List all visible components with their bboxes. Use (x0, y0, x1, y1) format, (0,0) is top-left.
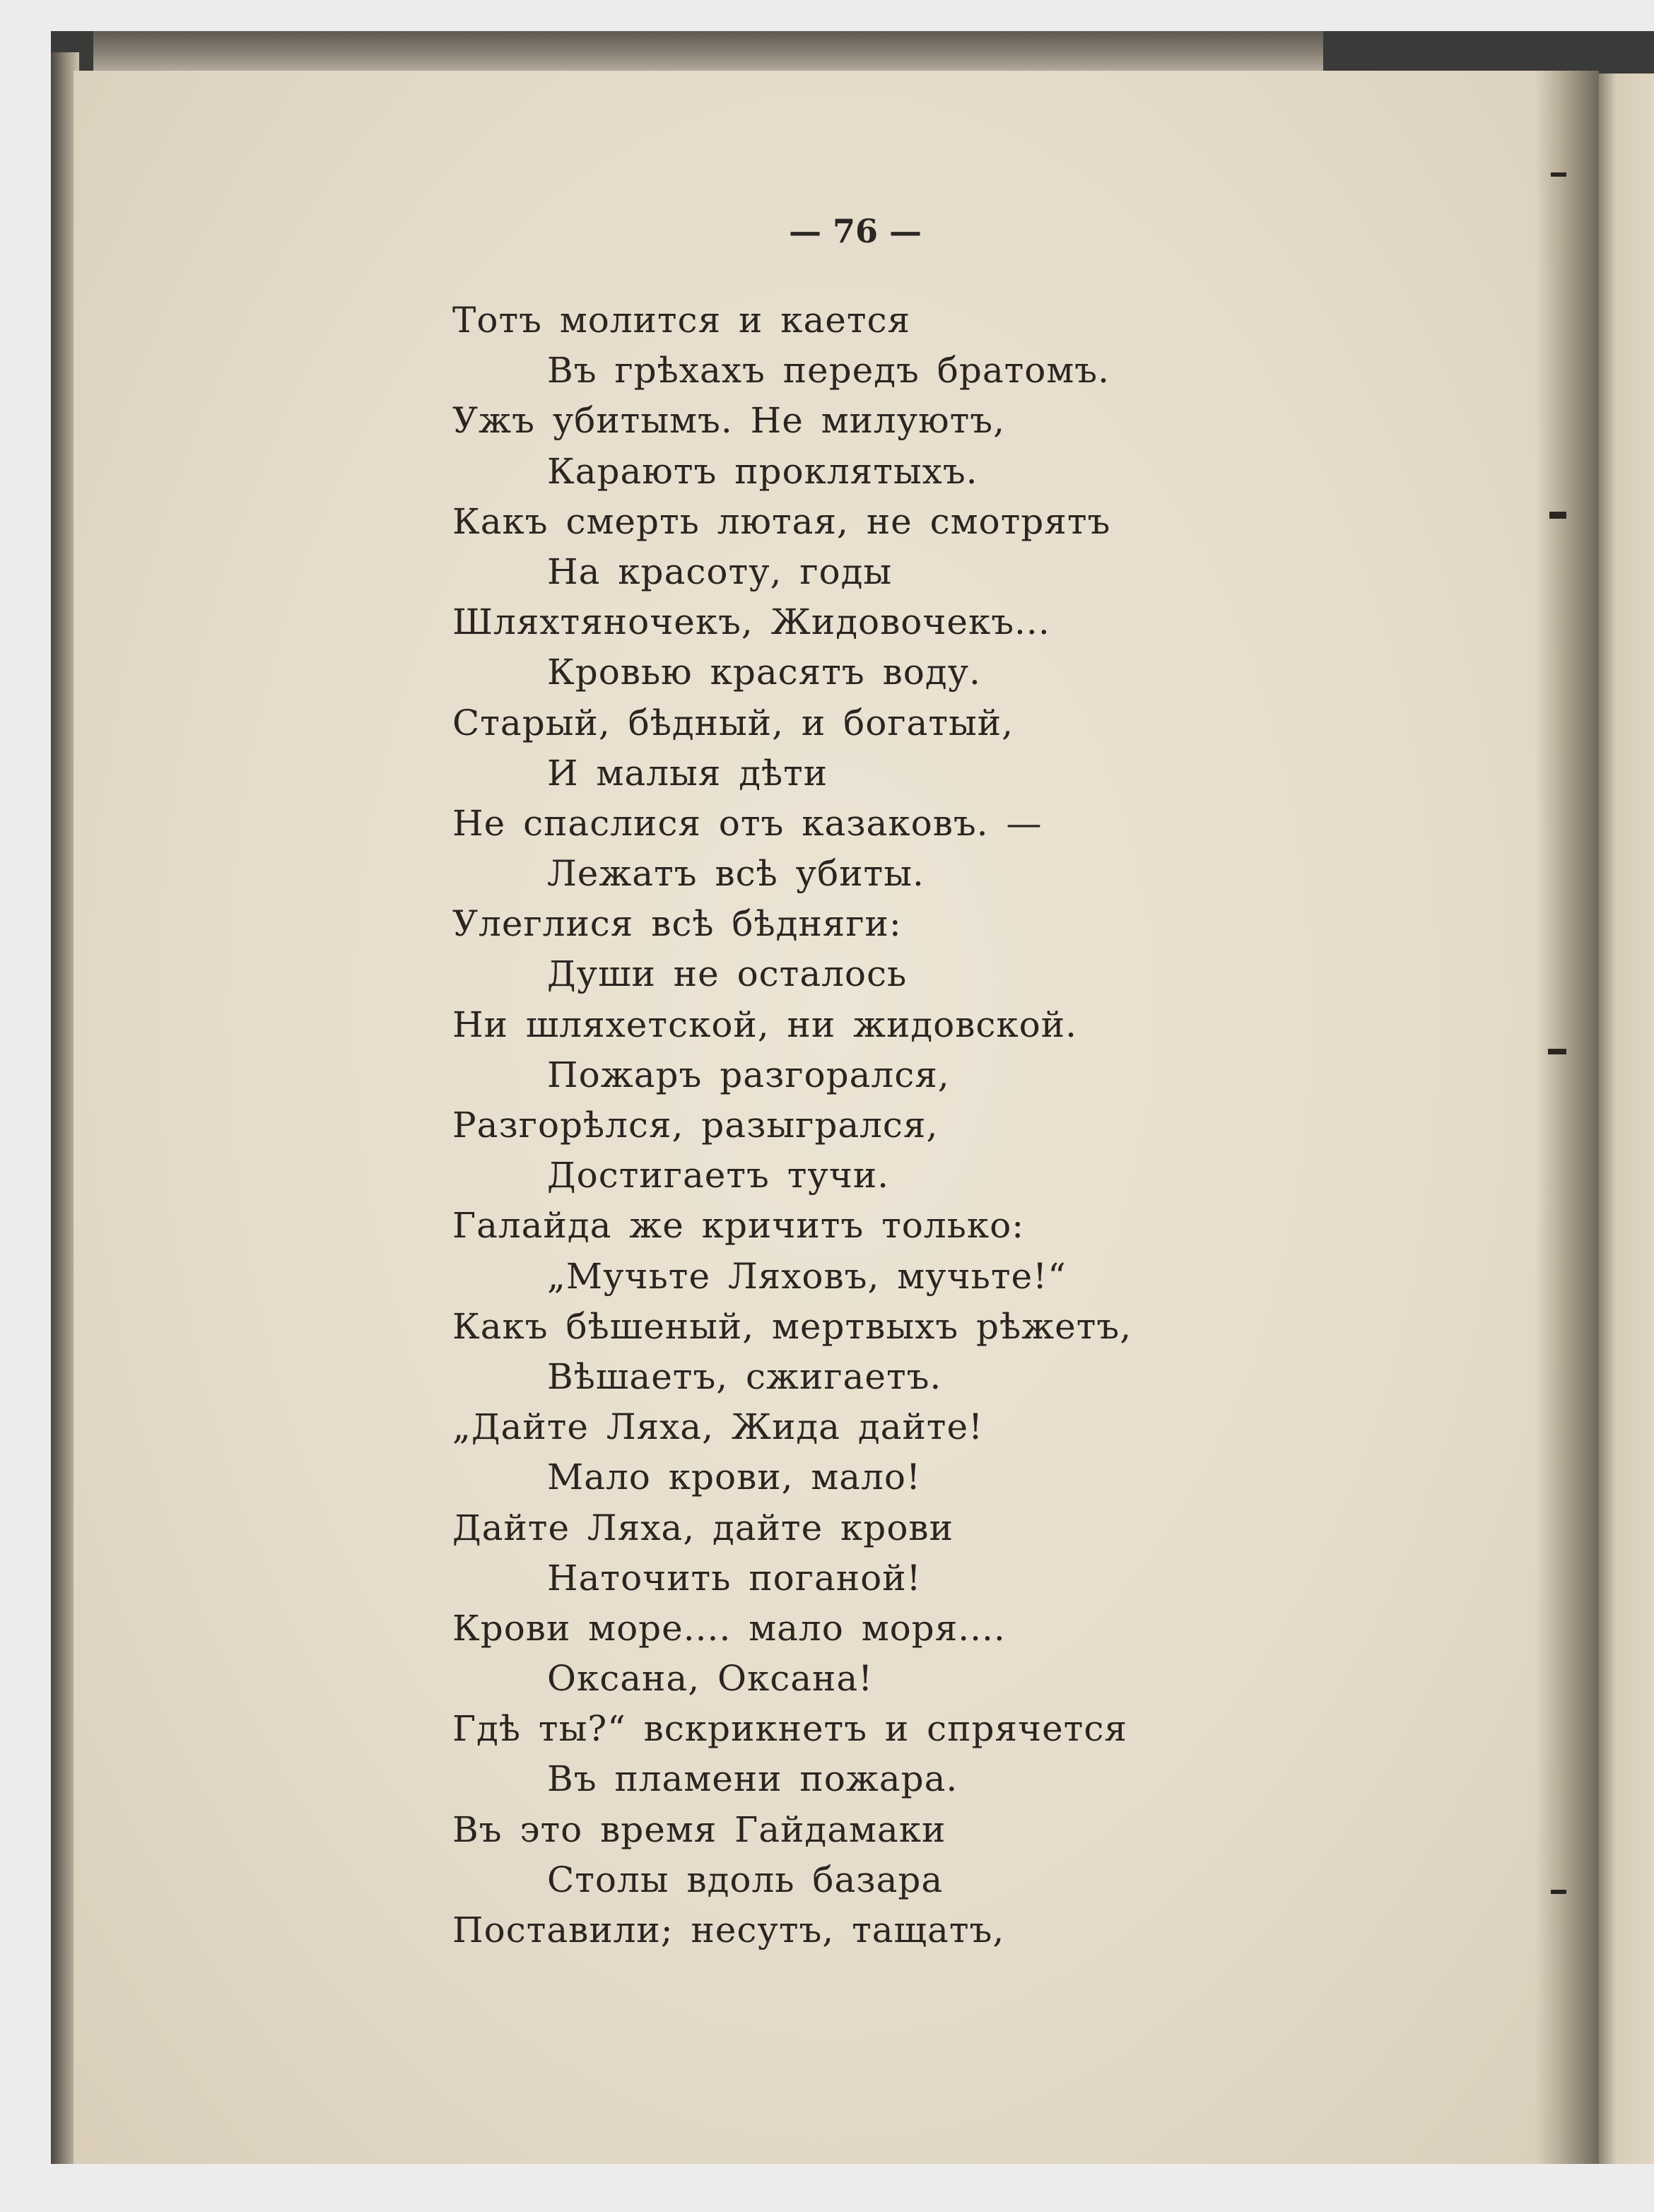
verse-line: Лежатъ всѣ убиты. (547, 853, 925, 895)
verse-line: Вѣшаетъ, сжигаетъ. (547, 1355, 942, 1397)
verse-line: Души не осталось (547, 953, 908, 995)
verse-line: И малыя дѣти (547, 752, 828, 794)
next-page-edge (1599, 73, 1654, 2164)
verse-line: Гдѣ ты?“ вскрикнетъ и спрячется (452, 1708, 1127, 1750)
verse-line: Пожаръ разгорался, (547, 1054, 950, 1095)
verse-line: Ни шляхетской, ни жидовской. (452, 1004, 1078, 1045)
verse-line: Дайте Ляха, дайте крови (452, 1507, 954, 1548)
stitch-mark (1551, 172, 1566, 177)
verse-line: „Дайте Ляха, Жида дайте! (452, 1406, 984, 1448)
verse-line: Тотъ молится и кается (452, 300, 911, 341)
stitch-mark (1549, 512, 1566, 519)
page-number: — 76 — (788, 212, 922, 250)
verse-line: Оксана, Оксана! (547, 1658, 874, 1700)
verse-line: Галайда же кричитъ только: (452, 1205, 1025, 1247)
verse-line: Крови море.... мало моря.... (452, 1607, 1006, 1649)
verse-line: Караютъ проклятыхъ. (547, 450, 978, 492)
verse-line: Улеглися всѣ бѣдняги: (452, 903, 902, 945)
poem-text (452, 295, 1301, 1955)
verse-line: Какъ бѣшеный, мертвыхъ рѣжетъ, (452, 1305, 1132, 1347)
verse-line: Въ грѣхахъ передъ братомъ. (547, 350, 1110, 392)
verse-line: Шляхтяночекъ, Жидовочекъ... (452, 601, 1050, 643)
verse-line: Въ это время Гайдамаки (452, 1808, 946, 1850)
verse-line: „Мучьте Ляховъ, мучьте!“ (547, 1255, 1067, 1297)
verse-line: Кровью красятъ воду. (547, 652, 981, 693)
verse-line: Ужъ убитымъ. Не милуютъ, (452, 400, 1006, 442)
verse-line: Достигаетъ тучи. (547, 1155, 890, 1196)
verse-line: Мало крови, мало! (547, 1457, 922, 1498)
verse-line: Какъ смерть лютая, не смотрятъ (452, 500, 1111, 542)
verse-line: Поставили; несутъ, тащатъ, (452, 1910, 1005, 1951)
verse-line: Въ пламени пожара. (547, 1758, 958, 1800)
book-top-edge (93, 31, 1323, 73)
verse-line: Не спаслися отъ казаковъ. — (452, 802, 1043, 844)
stitch-mark (1548, 1049, 1566, 1054)
verse-line: Разгорѣлся, разыгрался, (452, 1105, 939, 1146)
verse-line: На красоту, годы (547, 551, 893, 592)
verse-line: Старый, бѣдный, и богатый, (452, 702, 1014, 743)
stitch-mark (1551, 1890, 1566, 1894)
verse-line: Наточить поганой! (547, 1557, 922, 1599)
verse-line: Столы вдоль базара (547, 1859, 944, 1900)
book-gutter (1535, 71, 1599, 2164)
